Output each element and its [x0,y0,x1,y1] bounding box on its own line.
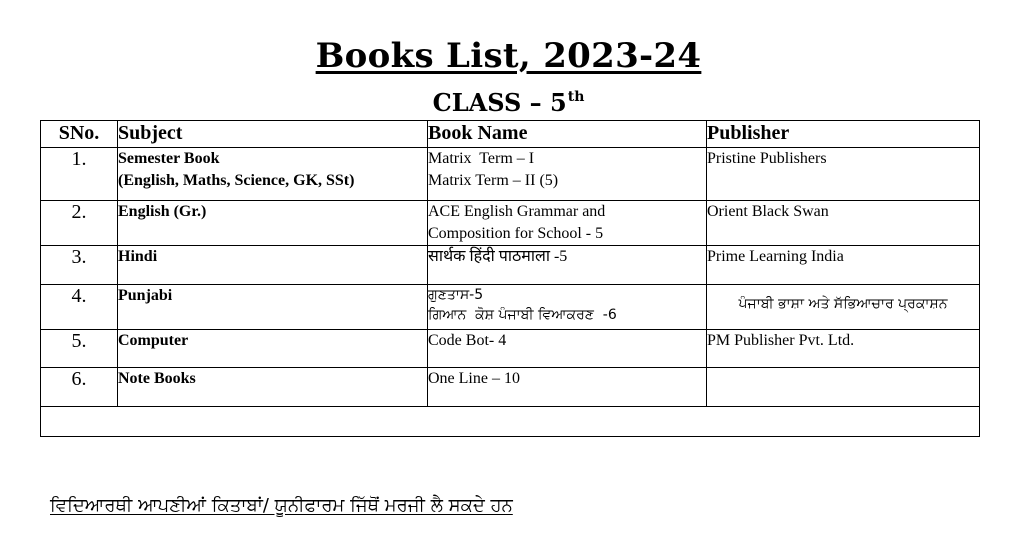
class-heading [0,88,1017,117]
row-subject [118,330,428,368]
row-subject [118,201,428,246]
document-title: Books List, 2023-24 [315,36,702,76]
table-row [41,330,980,368]
row-book-name [428,148,707,201]
table-row [41,246,980,285]
table-row [41,148,980,201]
header-sno: SNo. [41,121,118,148]
row-publisher: ਪੰਜਾਬੀ ਭਾਸ਼ਾ ਅਤੇ ਸੱਭਿਆਚਾਰ ਪ੍ਰਕਾਸ਼ਨ [707,285,980,330]
books-table [40,120,980,437]
row-subject [118,285,428,330]
book-line: Matrix Term – I [428,150,535,167]
subject-line: Hindi [118,248,158,265]
subject-line: Punjabi [118,287,173,304]
book-line: सार्थक हिंदी पाठमाला -5 [428,248,568,265]
row-sno: 3. [41,246,118,285]
empty-table-row [41,407,980,437]
subject-line: Note Books [118,370,196,387]
row-sno: 4. [41,285,118,330]
row-book-name [428,246,707,285]
subject-line: Semester Book [118,150,220,167]
row-subject [118,148,428,201]
row-subject [118,246,428,285]
class-superscript: th [567,89,585,105]
row-sno: 1. [41,148,118,201]
book-line: Code Bot- 4 [428,332,507,349]
header-book-name: Book Name [428,121,707,148]
book-line: ਗੁਣਤਾਸ-5 [428,287,484,303]
row-publisher: Orient Black Swan [707,201,980,246]
book-line: One Line – 10 [428,370,520,387]
row-sno: 2. [41,201,118,246]
book-line: ਗਿਆਨ ਕੋਸ਼ ਪੰਜਾਬੀ ਵਿਆਕਰਣ -6 [428,307,617,323]
row-subject [118,368,428,407]
subject-line: English (Gr.) [118,203,207,220]
row-publisher: Pristine Publishers [707,148,980,201]
table-row [41,201,980,246]
header-subject: Subject [118,121,428,148]
book-line: Composition for School - 5 [428,225,604,242]
row-publisher: PM Publisher Pvt. Ltd. [707,330,980,368]
row-sno: 6. [41,368,118,407]
book-line: ACE English Grammar and [428,203,606,220]
table-row [41,285,980,330]
class-label: CLASS – 5 [432,88,567,117]
subject-line: (English, Maths, Science, GK, SSt) [118,172,355,189]
empty-cell [41,407,980,437]
row-book-name [428,330,707,368]
footer-note: ਵਿਦਿਆਰਥੀ ਆਪਣੀਆਂ ਕਿਤਾਬਾਂ/ ਯੂਨੀਫਾਰਮ ਜਿੱਥੋਂ ਮਰਜੀ ਲੈ ਸਕਦੇ ਹਨ [50,495,513,516]
row-book-name [428,368,707,407]
table-header-row [41,121,980,148]
row-book-name [428,201,707,246]
row-publisher [707,368,980,407]
table-row [41,368,980,407]
row-book-name [428,285,707,330]
row-publisher: Prime Learning India [707,246,980,285]
subject-line: Computer [118,332,189,349]
row-sno: 5. [41,330,118,368]
header-publisher: Publisher [707,121,980,148]
book-line: Matrix Term – II (5) [428,172,559,189]
